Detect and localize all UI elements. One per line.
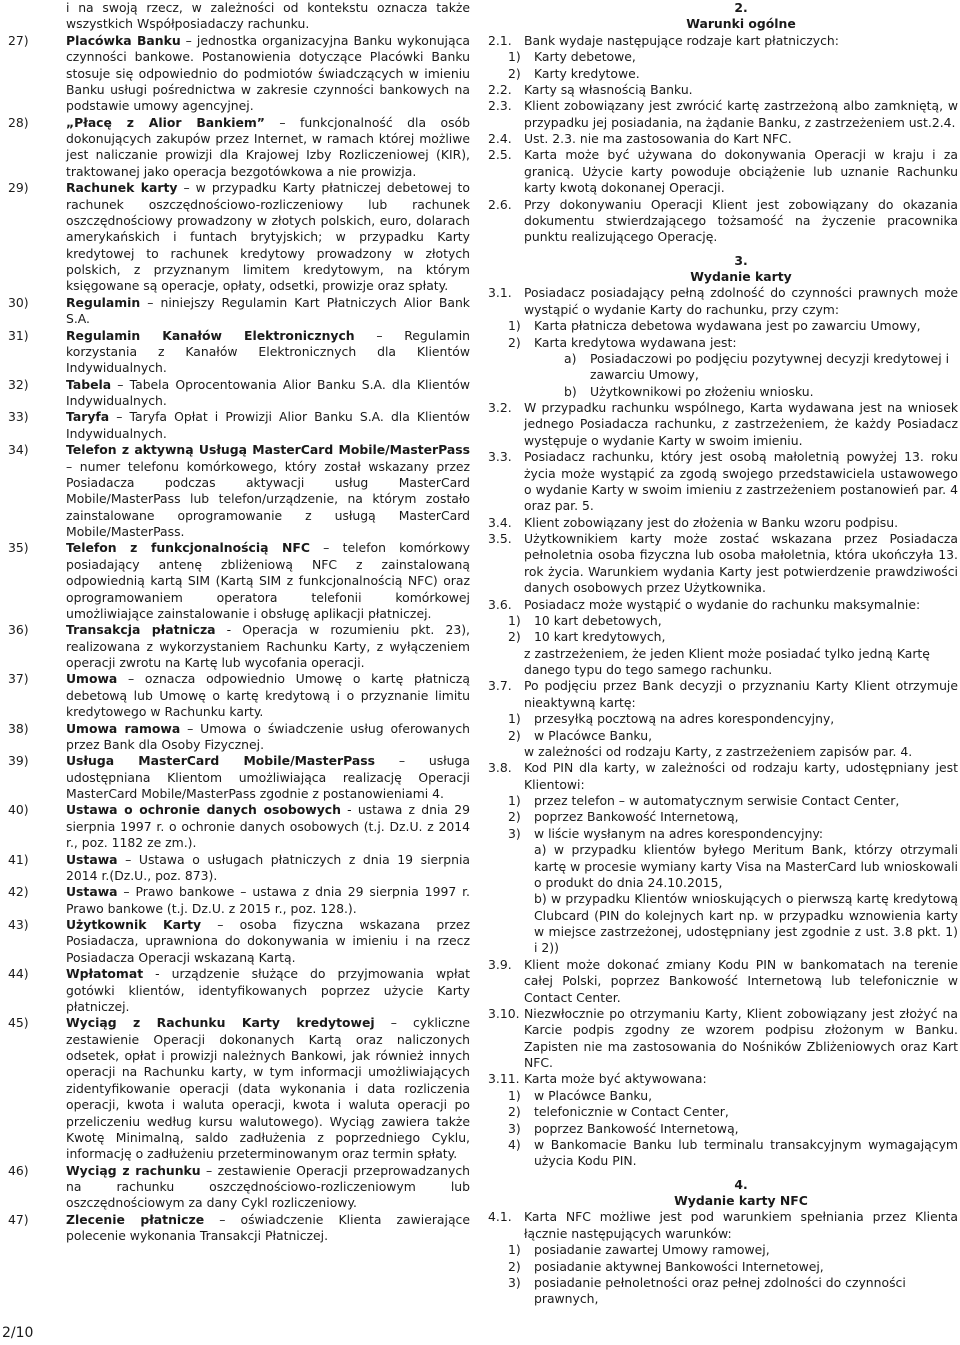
list-item: a) w przypadku klientów byłego Meritum Bank, którzy otrzymali kartę w procesie wymiany karty Visa na MasterCard lub wnioskowali o produkt do dnia 24.10.2015, — [534, 842, 958, 890]
left-column — [8, 0, 470, 1245]
clause-2-1: 2.1. Bank wydaje następujące rodzaje kart płatniczych: — [488, 32, 839, 48]
defined-term: Umowa ramowa — [66, 720, 181, 736]
clause-2-5: 2.5. Karta może być używana do dokonywania Operacji w kraju i za granicą. Użycie karty powoduje obciążenie lub uznanie Rachunku karty kwotą dokonanej Operacji. — [488, 147, 958, 196]
clause-3-5: 3.5. Użytkownikiem karty może zostać wskazana przez Posiadacza pełnoletnia osoba fizyczna lub osoba małoletnia, która ukończyła 13. rok życia. Warunkiem wydania Karty jest potwierdzenie prawdziwości danych osobowych przez Użytkownika. — [488, 531, 958, 596]
clause-3-4: 3.4. Klient zobowiązany jest do złożenia w Banku wzoru podpisu. — [488, 514, 899, 530]
defined-term: „Płacę z Alior Bankiem” — [66, 114, 265, 130]
section-4-number: 4. — [734, 1176, 748, 1192]
item-number: 29) — [8, 180, 29, 196]
definition-text: - Operacja w rozumieniu pkt. 23), realizowana z wykorzystaniem Rachunku Karty, z wyłączeniem operacji zwrotu na Kartę lub wycofania operacji. — [66, 622, 470, 670]
clause-3-10: 3.10. Niezwłocznie po otrzymaniu Karty, Klient zobowiązany jest złożyć na Karcie podpis zgodny ze wzorem podpisu złożonym w Banku. Zapisten nie ma zastosowania do Nośników Zbliżeniowych oraz Kart NFC. — [488, 1005, 958, 1070]
definition-text: – Taryfa Opłat i Prowizji Alior Banku S.A. dla Klientów Indywidualnych. — [66, 409, 470, 441]
clause-3-3: 3.3. Posiadacz rachunku, który jest osobą małoletnią powyżej 13. roku życia może wystąpić za zgodą swojego przedstawiciela ustawowego o wydanie Karty w swoim imieniu z zastrzeżeniem postanowień par. 4 oraz par. 5. — [488, 449, 958, 514]
definition-item — [8, 180, 470, 295]
right-column — [488, 0, 958, 1308]
clause-3-1: 3.1. Posiadacz posiadający pełną zdolność do czynności prawnych może wystąpić o wydanie Karty do rachunku, przy czym: — [488, 285, 958, 317]
list-item: 1) przez telefon – w automatycznym serwisie Contact Center, — [508, 793, 900, 808]
list-item: b) Użytkownikowi po złożeniu wniosku. — [564, 383, 814, 399]
definition-text: – numer telefonu komórkowego, który został wskazany przez Posiadacza podczas aktywacji usług MasterCard Mobile/MasterPass lub telefon/urządzenie, na którym zostało zainstalowane oprogramowanie z usługą MasterCard Mobile/MasterPass. — [66, 458, 470, 539]
clause-3-7-tail: w zależności od rodzaju Karty, z zastrzeżeniem zapisów par. 4. — [524, 743, 913, 759]
definition-text: – funkcjonalność dla osób dokonujących zakupów przez Internet, w ramach której możliwe jest naliczanie prowizji dla Krajowej Izby Rozliczeniowej (KIR), traktowanej jako operacja bezgotówkowa a nie prowizja. — [66, 114, 470, 179]
defined-term: Ustawa — [66, 884, 118, 900]
definition-text: – jednostka organizacyjna Banku wykonująca czynności bankowe. Postanowienia dotyczące Placówki Banku stosuje się odpowiednio do podmiotów świadczących w imieniu Banku usługi pośrednictwa w zakresie czynności bankowych na podstawie umowy agencyjnej. — [66, 32, 470, 114]
definition-text: – Ustawa o usługach płatniczych z dnia 19 sierpnia 2014 r.(Dz.U., poz. 873). — [66, 851, 470, 883]
definition-text: – niniejszy Regulamin Kart Płatniczych Alior Bank S.A. — [66, 294, 470, 327]
list-item: a) Posiadaczowi po podjęciu pozytywnej decyzji kredytowej i zawarciu Umowy, — [564, 350, 950, 383]
section-2-title: Warunki ogólne — [686, 16, 796, 32]
list-item: 1) Karta płatnicza debetowa wydawana jest po zawarciu Umowy, — [508, 318, 921, 334]
definition-item — [8, 540, 470, 622]
definition-item — [8, 1211, 470, 1245]
definition-item — [8, 802, 470, 851]
definition-text: – usługa udostępniana Klientom umożliwiająca realizację Operacji MasterCard Mobile/MasterPass zgodnie z postanowieniami 4. — [66, 753, 470, 801]
defined-term: Ustawa o ochronie danych osobowych — [66, 802, 341, 818]
defined-term: Zlecenie płatnicze — [66, 1211, 205, 1227]
defined-term: Telefon z aktywną Usługą MasterCard Mobile/MasterPass — [66, 442, 470, 458]
definition-text: – Prawo bankowe – ustawa z dnia 29 sierpnia 1997 r. Prawo bankowe (t.j. Dz.U. z 2015 r., poz. 128.). — [66, 884, 470, 916]
intro-paragraph: i na swoją rzecz, w zależności od kontekstu oznacza także wszystkich Współposiadaczy rachunku. — [66, 0, 470, 32]
item-number: 47) — [8, 1211, 29, 1227]
clause-2-2: 2.2. Karty są własnością Banku. — [488, 81, 693, 97]
definition-item — [8, 114, 470, 181]
definition-item — [8, 327, 470, 377]
item-number: 40) — [8, 802, 29, 818]
definition-item — [8, 917, 470, 966]
list-item: 3) poprzez Bankowość Internetową, — [508, 1120, 739, 1136]
defined-term: Wyciąg z Rachunku Karty kredytowej — [66, 1015, 375, 1031]
definition-item — [8, 966, 470, 1015]
list-item: 1) posiadanie zawartej Umowy ramowej, — [508, 1242, 770, 1258]
definition-text: – oznacza odpowiednio Umowę o kartę płatniczą debetową lub Umowę o kartę kredytową i o przyznanie limitu kredytowego w Rachunku karty. — [66, 671, 470, 720]
item-number: 33) — [8, 409, 29, 425]
defined-term: Umowa — [66, 671, 118, 687]
defined-term: Transakcja płatnicza — [66, 622, 216, 638]
list-item: 1) 10 kart debetowych, — [508, 612, 662, 628]
item-number: 38) — [8, 720, 29, 736]
list-item: 2) 10 kart kredytowych, — [508, 629, 666, 645]
defined-term: Telefon z funkcjonalnością NFC — [66, 540, 310, 556]
definition-item — [8, 753, 470, 802]
item-number: 37) — [8, 671, 29, 687]
definition-text: – Tabela Oprocentowania Alior Banku S.A. dla Klientów Indywidualnych. — [66, 376, 470, 408]
list-item: 1) przesyłką pocztową na adres korespondencyjny, — [508, 711, 835, 727]
item-number: 39) — [8, 753, 29, 769]
definition-item — [8, 1015, 470, 1162]
definition-text: – Regulamin korzystania z Kanałów Elektronicznych dla Klientów Indywidualnych. — [66, 327, 470, 376]
definition-text: - ustawa z dnia 29 sierpnia 1997 r. o ochronie danych osobowych (t.j. Dz.U. z 2014 r., poz. 1182 ze zm.). — [66, 802, 470, 851]
list-item: 2) Karta kredytowa wydawana jest: — [508, 334, 737, 350]
item-number: 28) — [8, 114, 29, 130]
definition-text: – w przypadku Karty płatniczej debetowej to rachunek oszczędnościowo-rozliczeniowy lub rachunek oszczędnościowy prowadzony w złotych polskich, euro, dolarach amerykańskich i funtach brytyjskich; w przypadku Karty kredytowej to rachunek kredytowy prowadzony w złotych polskich, z przyznanym limitem kredytowym, na którym księgowane są operacje, opłaty, odsetki, prowizje oraz spłaty. — [66, 180, 470, 294]
definition-item — [8, 851, 470, 885]
list-item: 1) Karty debetowe, — [508, 49, 636, 65]
page-number: 2/10 — [2, 1324, 34, 1341]
item-number: 41) — [8, 851, 29, 867]
definition-text: – osoba fizyczna wskazana przez Posiadacza, uprawniona do dokonywania w imieniu i na rzecz Posiadacza Operacji wskazaną Kartą. — [66, 917, 470, 965]
section-2-number: 2. — [734, 0, 748, 15]
defined-term: Regulamin Kanałów Elektronicznych — [66, 327, 355, 343]
item-number: 46) — [8, 1162, 29, 1178]
item-number: 30) — [8, 294, 29, 310]
definition-text: – cykliczne zestawienie Operacji dokonanych Kartą oraz naliczonych odsetek, opłat i prowizji należnych Bankowi, jak również innych operacji na Rachunku karty, w tym informacji umożliwiających zidentyfikowanie operacji (data wykonania i data rozliczenia operacji, kwota i waluta operacji, kwota i waluta operacji po przeliczeniu według kursu walutowego). Wyciąg zawiera także Kwotę Minimalną, saldo zadłużenia z poprzedniego Cyklu, informację o zadłużeniu przeterminowanym oraz termin spłaty. — [66, 1015, 470, 1162]
defined-term: Użytkownik Karty — [66, 917, 202, 932]
defined-term: Taryfa — [66, 409, 110, 425]
definition-text: – Umowa o świadczenie usług oferowanych przez Bank dla Osoby Fizycznej. — [66, 720, 470, 752]
list-item: 2) poprzez Bankowość Internetową, — [508, 809, 739, 825]
section-3-number: 3. — [734, 252, 748, 268]
defined-term: Usługa MasterCard Mobile/MasterPass — [66, 753, 375, 769]
definition-item — [8, 1162, 470, 1212]
list-item: b) w przypadku Klientów wnioskujących o pierwszą kartę kredytową Clubcard (PIN do kolejnych kart np. w przypadku wznowienia karty w miejsce zastrzeżonej, udostępniany jest zgodnie z ust. 3.8 pkt. 1) i 2)) — [534, 891, 958, 956]
definition-text: - urządzenie służące do przyjmowania wpłat gotówki klientów, identyfikowanych poprzez użycie Karty płatniczej. — [66, 966, 470, 1014]
definition-item — [8, 671, 470, 720]
defined-term: Regulamin — [66, 294, 141, 310]
clause-3-2: 3.2. W przypadku rachunku wspólnego, Karta wydawana jest na wniosek jednego Posiadacza rachunku, z zastrzeżeniem, że każdy Posiadacz występuje o wydanie Karty w swoim imieniu. — [488, 400, 958, 448]
defined-term: Ustawa — [66, 851, 118, 867]
definition-text: – oświadczenie Klienta zawierające polecenie wykonania Transakcji Płatniczej. — [66, 1211, 470, 1244]
list-item: 2) posiadanie aktywnej Bankowości Internetowej, — [508, 1258, 824, 1274]
clause-2-4: 2.4. Ust. 2.3. nie ma zastosowania do Kart NFC. — [488, 131, 792, 146]
item-number: 31) — [8, 327, 29, 343]
item-number: 36) — [8, 622, 29, 638]
definition-item — [8, 409, 470, 442]
item-number: 43) — [8, 917, 29, 932]
item-number: 27) — [8, 32, 29, 48]
defined-term: Rachunek karty — [66, 180, 178, 196]
clause-3-11: 3.11. Karta może być aktywowana: — [488, 1071, 707, 1087]
clause-4-1: 4.1. Karta NFC możliwe jest pod warunkiem spełniania przez Klienta łącznie następujących warunków: — [488, 1209, 958, 1241]
clause-3-6-tail: z zastrzeżeniem, że jeden Klient może posiadać tylko jedną Kartę danego typu do tego samego rachunku. — [524, 645, 930, 677]
definition-item — [8, 376, 470, 410]
clause-2-3: 2.3. Klient zobowiązany jest zwrócić kartę zastrzeżoną albo zamkniętą, w przypadku jej posiadania, na żądanie Banku, z zastrzeżeniem ust.2.4. — [488, 98, 958, 130]
list-item: 2) Karty kredytowe. — [508, 65, 640, 81]
list-item: 2) w Placówce Banku, — [508, 727, 653, 743]
definition-text: – zestawienie Operacji przeprowadzanych na rachunku oszczędnościowo-rozliczeniowym lub oszczędnościowym za dany Cykl rozliczeniowy. — [66, 1162, 470, 1211]
defined-term: Placówka Banku — [66, 32, 181, 48]
definition-text: – telefon komórkowy posiadający antenę zbliżeniową NFC z zainstalowaną odpowiednią kartą SIM (Kartą SIM z funkcjonalnością NFC) oraz oprogramowaniem operatora telefonii komórkowej umożliwiające zainstalowanie i obsługę aplikacji płatniczej. — [66, 540, 470, 621]
definition-item — [8, 720, 470, 754]
item-number: 35) — [8, 540, 29, 556]
item-number: 34) — [8, 442, 29, 458]
item-number: 44) — [8, 966, 29, 982]
list-item: 3) w liście wysłanym na adres korespondencyjny: — [508, 825, 824, 841]
item-number: 45) — [8, 1015, 29, 1031]
definition-item — [8, 442, 470, 540]
list-item: 3) posiadanie pełnoletności oraz pełnej zdolności do czynności prawnych, — [508, 1274, 906, 1307]
definition-item — [8, 32, 470, 115]
clause-3-6: 3.6. Posiadacz może wystąpić o wydanie do rachunku maksymalnie: — [488, 596, 921, 612]
list-item: 2) telefonicznie w Contact Center, — [508, 1104, 729, 1120]
defined-term: Wyciąg z rachunku — [66, 1162, 201, 1178]
definition-item — [8, 294, 470, 328]
definition-item — [8, 622, 470, 671]
item-number: 42) — [8, 884, 29, 900]
clause-3-9: 3.9. Klient może dokonać zmiany Kodu PIN w bankomatach na terenie całej Polski, poprzez Bankowość Internetową lub telefonicznie w Contact Center. — [488, 956, 958, 1005]
defined-term: Tabela — [66, 376, 112, 392]
section-4-title: Wydanie karty NFC — [674, 1193, 808, 1208]
defined-term: Wpłatomat — [66, 966, 144, 982]
section-3-title: Wydanie karty — [690, 269, 792, 284]
clause-2-6: 2.6. Przy dokonywaniu Operacji Klient jest zobowiązany do okazania dokumentu stwierdzającego tożsamość na życzenie pracownika punktu realizującego Operację. — [488, 196, 958, 245]
list-item: 4) w Bankomacie Banku lub terminalu transakcyjnym wymagającym użycia Kodu PIN. — [508, 1136, 958, 1169]
list-item: 1) w Placówce Banku, — [508, 1087, 653, 1103]
item-number: 32) — [8, 376, 29, 392]
clause-3-8: 3.8. Kod PIN dla karty, w zależności od rodzaju karty, udostępniany jest Klientowi: — [488, 760, 958, 792]
definition-item — [8, 884, 470, 917]
clause-3-7: 3.7. Po podjęciu przez Bank decyzji o przyznaniu Karty Klient otrzymuje nieaktywną kartę: — [488, 678, 958, 710]
